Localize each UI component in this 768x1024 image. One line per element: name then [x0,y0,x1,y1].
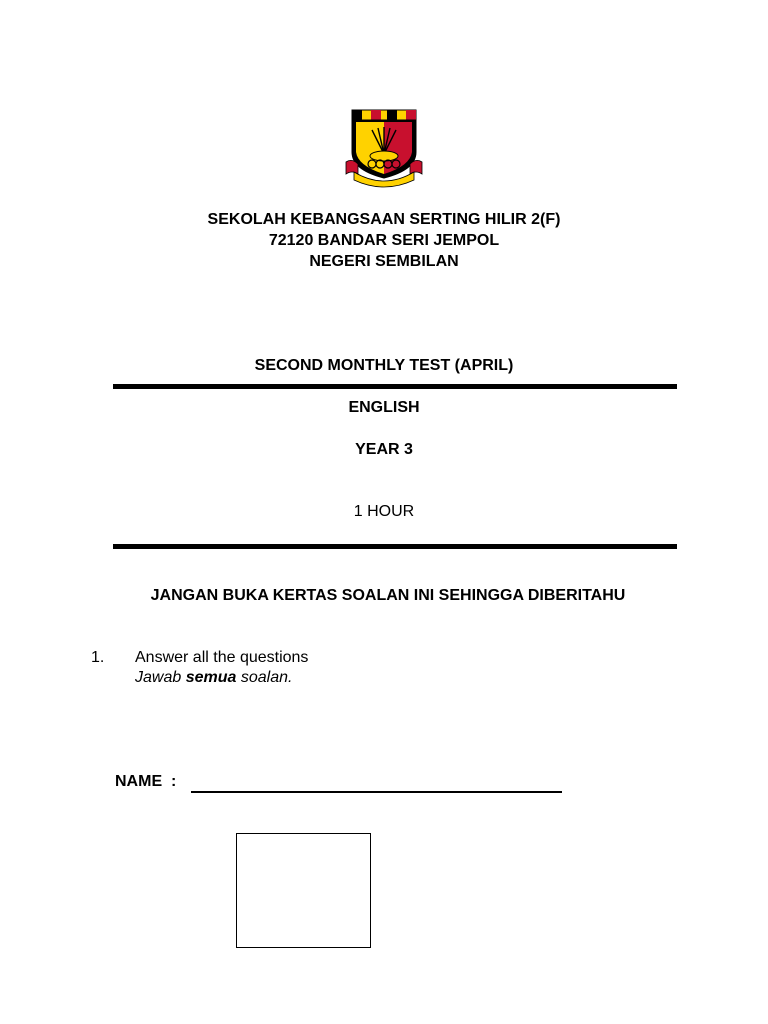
instruction-malay-prefix: Jawab [135,669,186,686]
exam-title: SECOND MONTHLY TEST (APRIL) [254,357,514,374]
school-name: SEKOLAH KEBANGSAAN SERTING HILIR 2(F) [207,211,561,228]
marks-box [236,833,371,948]
school-state: NEGERI SEMBILAN [309,253,459,270]
warning-text: JANGAN BUKA KERTAS SOALAN INI SEHINGGA DIBERITAHU [150,587,626,604]
name-label: NAME : [115,773,177,790]
instruction-english: Answer all the questions [135,649,309,666]
school-address: 72120 BANDAR SERI JEMPOL [268,232,500,249]
bottom-divider [113,544,677,549]
exam-level: YEAR 3 [355,441,413,458]
top-divider [113,384,677,389]
instruction-malay-suffix: soalan. [236,669,293,686]
exam-duration: 1 HOUR [353,503,415,520]
instruction-malay [135,668,292,688]
exam-subject: ENGLISH [348,399,420,416]
school-crest-logo [344,108,424,190]
instruction-number: 1. [91,649,105,666]
name-input-line[interactable] [191,791,562,793]
instruction-malay-bold: semua [185,669,237,686]
